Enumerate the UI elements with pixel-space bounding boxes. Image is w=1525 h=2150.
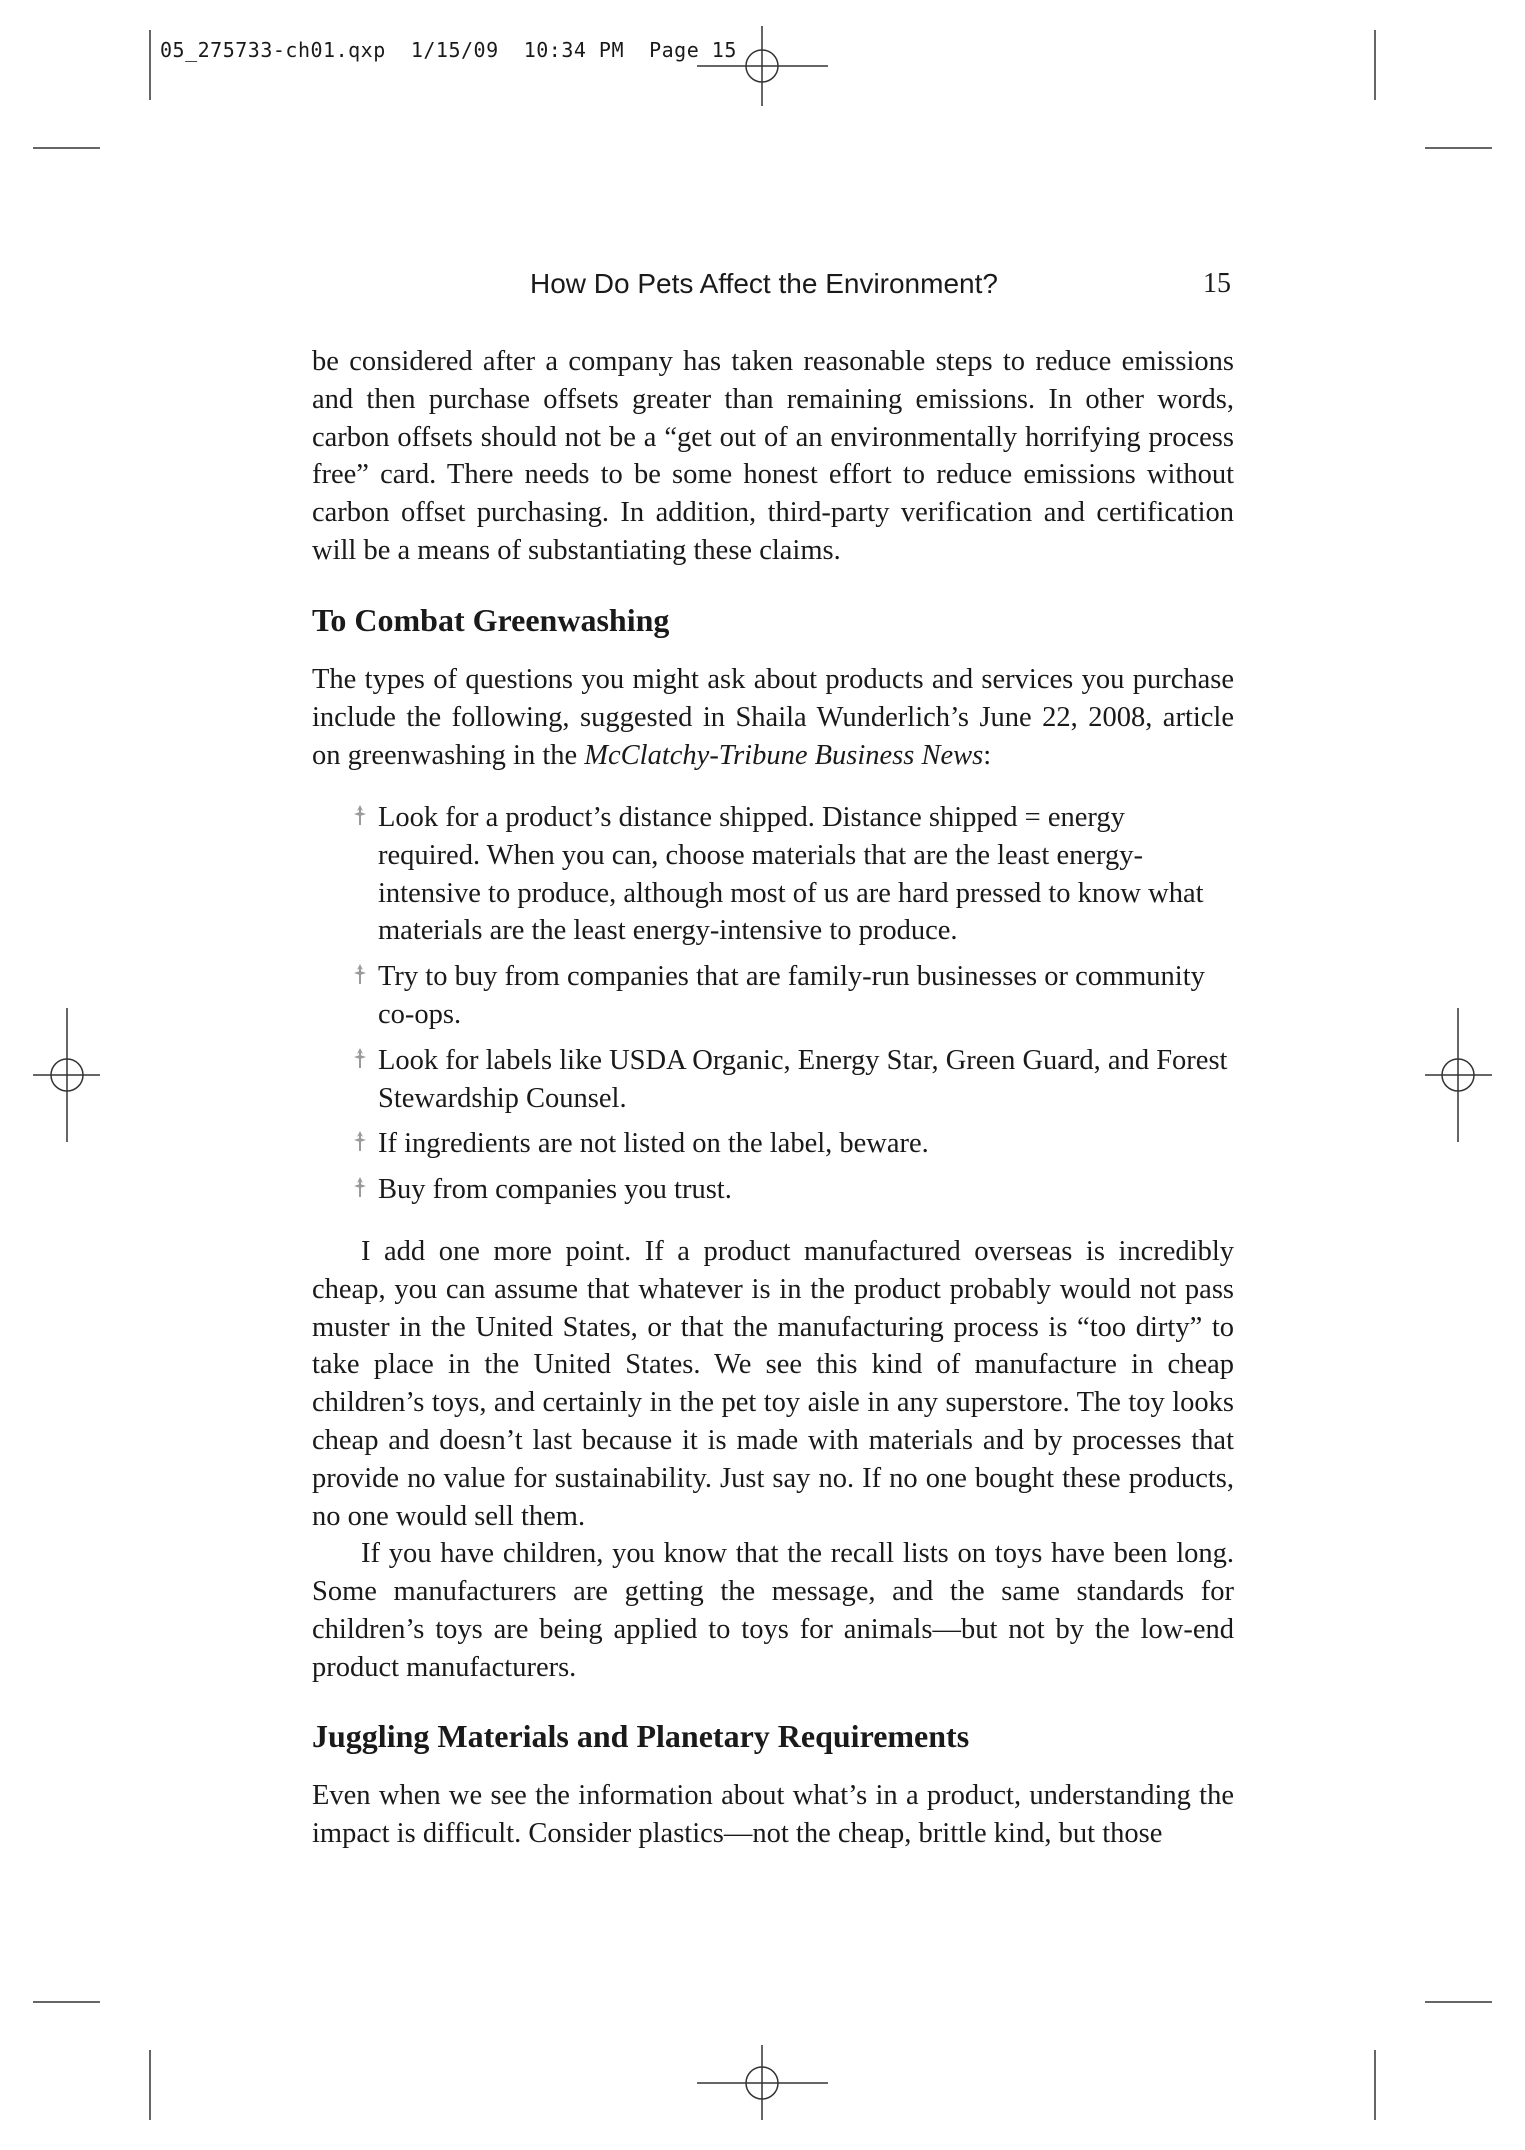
leaf-bullet-icon [350, 960, 370, 990]
page-number: 15 [1203, 268, 1231, 299]
body-paragraph-one: I add one more point. If a product manufactured overseas is incredibly cheap, you can assume that whatever is in the product probably would not pass muster in the United States, or that the manufacturing process is “too dirty” to take place in the United States. We see this kind of manufacture in cheap children’s toys, and certainly in the pet toy aisle in any superstore. The toy looks cheap and doesn’t last because it is made with materials and by processes that provide no value for sustainability. Just say no. If no one bought these products, no one would sell them. [312, 1236, 1234, 1532]
list-item [352, 958, 1232, 1034]
body-paragraph-two: If you have children, you know that the recall lists on toys have been long. Some manufacturers are getting the message, and the same standards for children’s toys are being applied to toys for animals—but not by the low-end product manufacturers. [312, 1538, 1234, 1683]
list-item-text: Look for labels like USDA Organic, Energy Star, Green Guard, and Forest Stewardship Counsel. [378, 1044, 1228, 1114]
section-heading-juggling: Juggling Materials and Planetary Requirements [312, 1718, 970, 1754]
leaf-bullet-icon [350, 801, 370, 831]
list-item-text: Look for a product’s distance shipped. Distance shipped = energy required. When you can, choose materials that are the least energy-intensive to produce, although most of us are hard pressed to know what materials are the least energy-intensive to produce. [378, 802, 1204, 947]
publication-title: McClatchy-Tribune Business News [584, 739, 984, 771]
registration-mark-left [33, 1008, 100, 1142]
registration-mark-right [1425, 1008, 1492, 1142]
leaf-bullet-icon [350, 1127, 370, 1157]
greenwashing-body [312, 1233, 1234, 1687]
file-slug-line: 05_275733-ch01.qxp 1/15/09 10:34 PM Page 15 [160, 38, 737, 62]
intro-text: The types of questions you might ask about products and services you purchase include the following, suggested in Shaila Wunderlich’s June 22, 2008, article on greenwashing in the [312, 664, 1234, 771]
juggling-paragraph: Even when we see the information about what’s in a product, understanding the impact is difficult. Consider plastics—not the cheap, brittle kind, but those [312, 1780, 1234, 1849]
leaf-bullet-icon [350, 1044, 370, 1074]
list-item-text: If ingredients are not listed on the label, beware. [378, 1128, 929, 1160]
registration-mark-bottom [697, 2045, 828, 2120]
greenwashing-intro [312, 661, 1234, 774]
list-item [352, 1171, 1232, 1209]
opening-paragraph: be considered after a company has taken reasonable steps to reduce emissions and then purchase offsets greater than remaining emissions. In other words, carbon offsets should not be a “get out of an environmentally horrifying process free” card. There needs to be some honest effort to reduce emissions without carbon offset purchasing. In addition, third-party verification and certification will be a means of substantiating these claims. [312, 346, 1234, 566]
list-item-text: Buy from companies you trust. [378, 1174, 732, 1206]
list-item [352, 799, 1232, 950]
section-heading-greenwashing: To Combat Greenwashing [312, 602, 670, 638]
leaf-bullet-icon [350, 1173, 370, 1203]
running-head-title: How Do Pets Affect the Environment? [530, 268, 998, 299]
intro-colon: : [983, 739, 992, 771]
greenwashing-questions-list [352, 799, 1232, 1217]
list-item [352, 1125, 1232, 1163]
list-item-text: Try to buy from companies that are family-run businesses or community co-ops. [378, 961, 1205, 1030]
list-item [352, 1042, 1232, 1118]
